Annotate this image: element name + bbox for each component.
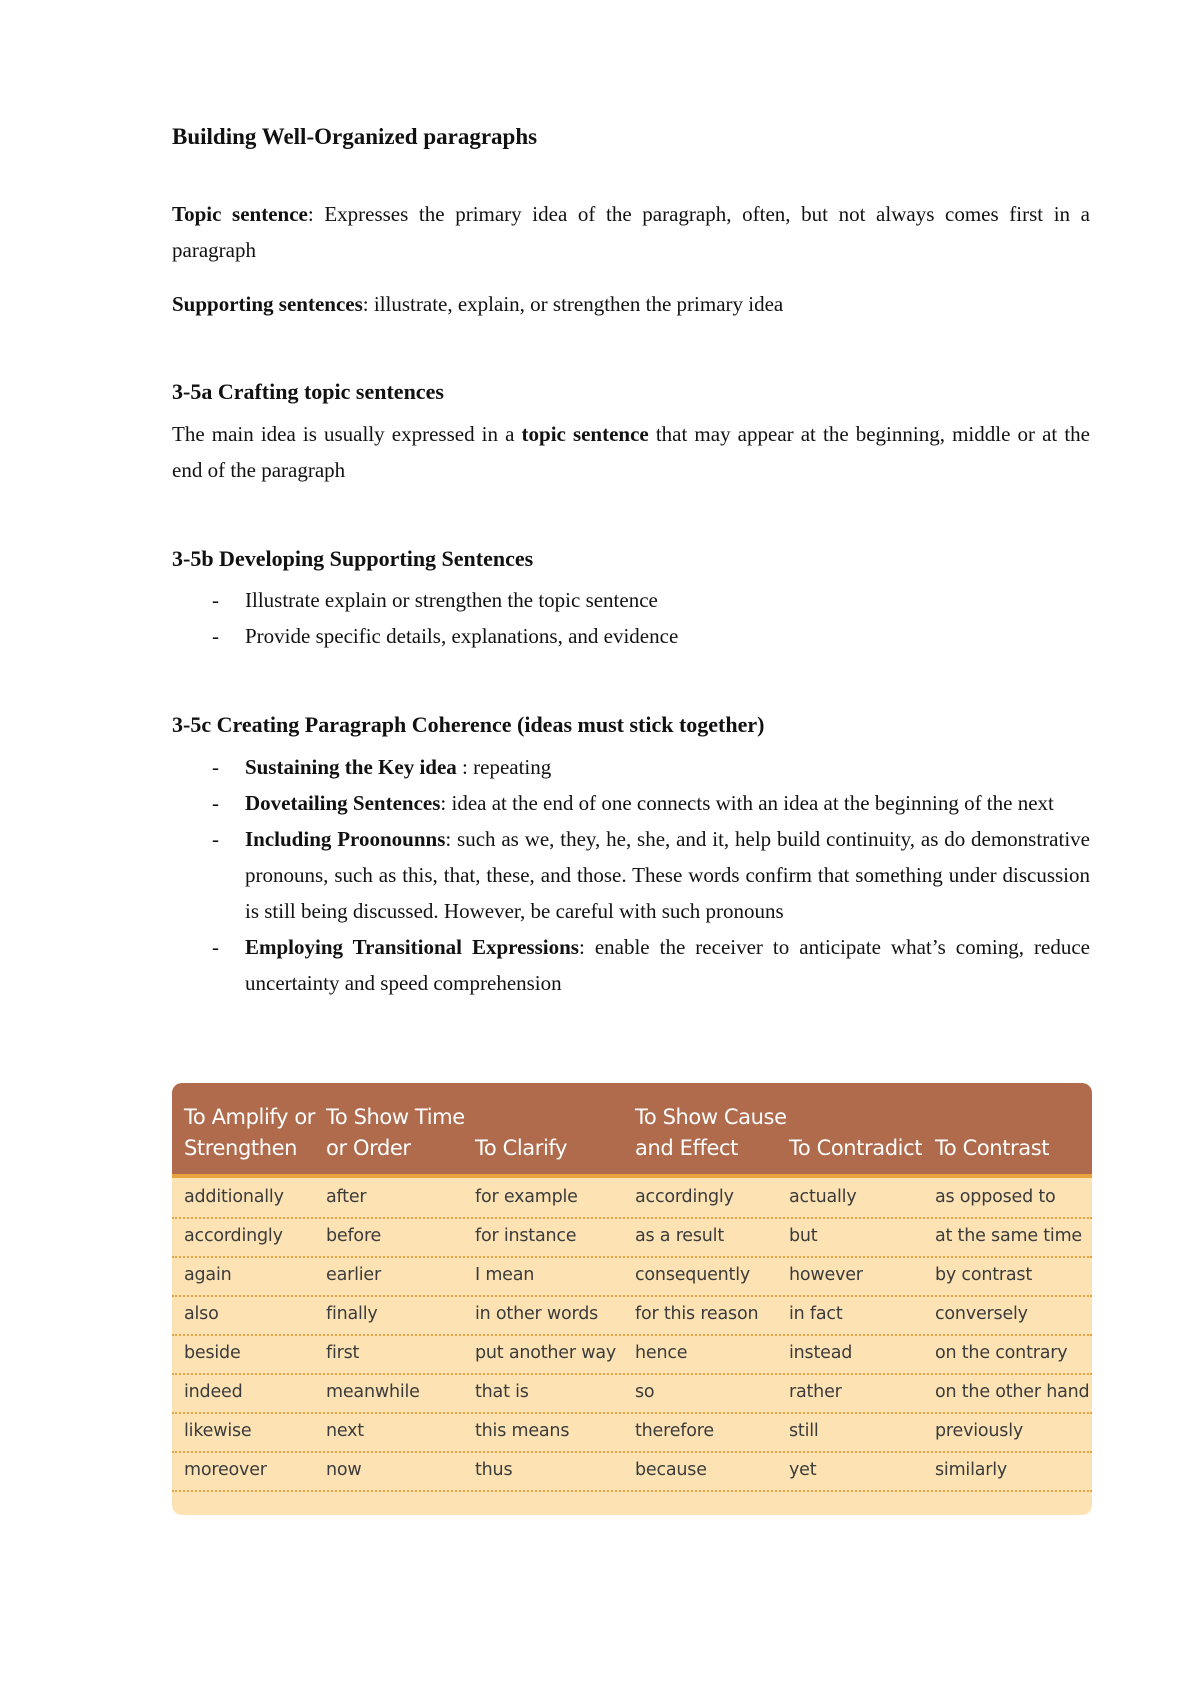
table-cell: but: [789, 1226, 818, 1246]
bullet-dash: -: [212, 624, 219, 648]
topic-sentence-term: Topic sentence: [172, 202, 308, 226]
section-c-list: [172, 749, 1090, 1001]
table-cell: again: [184, 1265, 232, 1285]
table-cell: now: [326, 1460, 362, 1480]
table-cell: accordingly: [184, 1226, 283, 1246]
table-cell: as a result: [635, 1226, 724, 1246]
table-cell: in other words: [475, 1304, 599, 1324]
table-cell: instead: [789, 1343, 853, 1363]
topic-sentence-text: : Expresses the primary idea of the paragraph, often, but not always comes first in a paragraph: [172, 202, 1091, 262]
table-cell: likewise: [184, 1421, 252, 1441]
section-c-heading: 3-5c Creating Paragraph Coherence (ideas must stick together): [172, 712, 765, 737]
table-cell: after: [326, 1187, 367, 1207]
table-cell: finally: [326, 1304, 378, 1324]
list-item: [172, 821, 1090, 929]
list-item-text: : idea at the end of one connects with an idea at the beginning of the next: [440, 791, 1054, 815]
bullet-dash: -: [212, 935, 219, 959]
section-b-list: [172, 582, 1090, 654]
table-row: [172, 1217, 1092, 1258]
section-b-heading: 3-5b Developing Supporting Sentences: [172, 546, 534, 571]
column-header-contrast: To Contrast: [935, 1136, 1050, 1160]
table-cell: hence: [635, 1343, 688, 1363]
supporting-sentences-definition: [172, 286, 1090, 322]
table-cell: previously: [935, 1421, 1024, 1441]
table-cell: by contrast: [935, 1265, 1033, 1285]
column-header-clarify: To Clarify: [475, 1136, 568, 1160]
bullet-dash: -: [212, 827, 219, 851]
table-cell: at the same time: [935, 1226, 1082, 1246]
list-item-text: : enable the receiver to anticipate what’s coming, reduce uncertainty and speed comprehension: [245, 935, 1090, 995]
bullet-dash: -: [212, 588, 219, 612]
table-row: [172, 1373, 1092, 1414]
topic-sentence-definition: [172, 196, 1090, 268]
table-cell: on the contrary: [935, 1343, 1068, 1363]
table-cell: before: [326, 1226, 382, 1246]
list-item: [172, 785, 1090, 821]
table-cell: moreover: [184, 1460, 267, 1480]
list-item: [172, 582, 1090, 618]
column-header-cause: To Show Cause and Effect: [635, 1105, 787, 1160]
table-row: [172, 1256, 1092, 1297]
table-cell: consequently: [635, 1265, 751, 1285]
table-cell: similarly: [935, 1460, 1008, 1480]
list-item-term: Including Proonounns: [245, 827, 446, 851]
transitional-expressions-table: [172, 1083, 1092, 1515]
table-cell: still: [789, 1421, 819, 1441]
table-cell: meanwhile: [326, 1382, 420, 1402]
table-cell: for this reason: [635, 1304, 759, 1324]
table-cell: earlier: [326, 1265, 381, 1285]
section-a-bold: topic sentence: [521, 422, 649, 446]
supporting-sentences-term: Supporting sentences: [172, 292, 363, 316]
table-row: [172, 1334, 1092, 1375]
table-cell: additionally: [184, 1187, 284, 1207]
table-cell: for example: [475, 1187, 578, 1207]
table-row: [172, 1178, 1092, 1219]
table-cell: first: [326, 1343, 360, 1363]
table-cell: actually: [789, 1187, 857, 1207]
table-row: [172, 1412, 1092, 1453]
supporting-sentences-text: : illustrate, explain, or strengthen the primary idea: [362, 292, 784, 316]
table-row: [172, 1451, 1092, 1492]
table-cell: because: [635, 1460, 707, 1480]
table-row: [172, 1295, 1092, 1336]
list-item-text: Illustrate explain or strengthen the topic sentence: [245, 588, 658, 612]
table-cell: therefore: [635, 1421, 714, 1441]
table-cell: thus: [475, 1460, 513, 1480]
table-cell: next: [326, 1421, 364, 1441]
table-cell: accordingly: [635, 1187, 734, 1207]
table-cell: also: [184, 1304, 219, 1324]
table-cell: yet: [789, 1460, 817, 1480]
list-item-text: : repeating: [456, 755, 552, 779]
column-header-amplify: To Amplify or Strengthen: [184, 1105, 316, 1160]
table-cell: rather: [789, 1382, 842, 1402]
column-header-contradict: To Contradict: [789, 1136, 923, 1160]
section-a-text-before: The main idea is usually expressed in a: [172, 422, 522, 446]
table-cell: in fact: [789, 1304, 843, 1324]
table-cell: that is: [475, 1382, 529, 1402]
table-cell: for instance: [475, 1226, 577, 1246]
page-title: Building Well-Organized paragraphs: [172, 124, 538, 149]
table-cell: put another way: [475, 1343, 617, 1363]
table-cell: as opposed to: [935, 1187, 1056, 1207]
list-item: [172, 929, 1090, 1001]
column-header-time: To Show Time or Order: [326, 1105, 465, 1160]
section-a-heading: 3-5a Crafting topic sentences: [172, 379, 444, 404]
table-cell: beside: [184, 1343, 241, 1363]
bullet-dash: -: [212, 755, 219, 779]
list-item: [172, 618, 1090, 654]
section-a-paragraph: [172, 416, 1090, 488]
table-cell: however: [789, 1265, 863, 1285]
table-cell: I mean: [475, 1265, 535, 1285]
section-a-text-after: that may appear at the beginning, middle or at the end of the paragraph: [172, 422, 1090, 482]
table-cell: on the other hand: [935, 1382, 1090, 1402]
list-item-term: Employing Transitional Expressions: [245, 935, 579, 959]
table-header: [172, 1083, 1092, 1178]
list-item-text: Provide specific details, explanations, and evidence: [245, 624, 679, 648]
list-item-text: : such as we, they, he, she, and it, help build continuity, as do demonstrative pronouns, such as this, that, these, and those. These words confirm that something under discussion is still being discussed. However, be careful with such pronouns: [245, 827, 1090, 923]
bullet-dash: -: [212, 791, 219, 815]
table-cell: conversely: [935, 1304, 1028, 1324]
list-item: [172, 749, 1090, 785]
table-cell: so: [635, 1382, 655, 1402]
table-cell: indeed: [184, 1382, 243, 1402]
table-cell: this means: [475, 1421, 570, 1441]
list-item-term: Dovetailing Sentences: [245, 791, 441, 815]
list-item-term: Sustaining the Key idea: [245, 755, 457, 779]
